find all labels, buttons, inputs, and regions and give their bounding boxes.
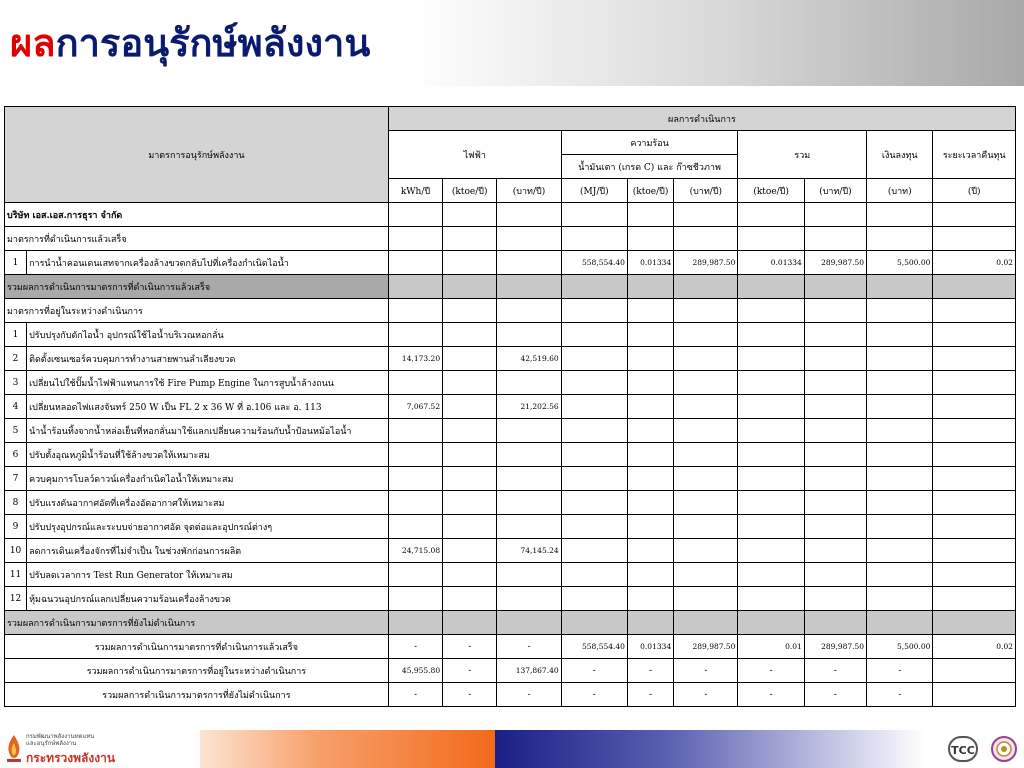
empty-cell <box>497 275 561 299</box>
empty-cell <box>388 299 442 323</box>
unit-header: (MJ/ปี) <box>561 179 627 203</box>
value-cell <box>933 539 1016 563</box>
row-number: 3 <box>5 371 27 395</box>
header-heat: ความร้อน <box>561 131 738 155</box>
value-cell <box>561 347 627 371</box>
value-cell <box>443 467 497 491</box>
row-number: 1 <box>5 251 27 275</box>
value-cell <box>804 491 866 515</box>
value-cell <box>561 539 627 563</box>
notstarted-summary-row-label: รวมผลการดำเนินการมาตรการที่ยังไม่ดำเนินการ <box>5 611 389 635</box>
table-row <box>5 323 1016 347</box>
title-band <box>0 0 1024 86</box>
value-cell <box>561 587 627 611</box>
notstarted-summary-row <box>5 611 1016 635</box>
empty-cell <box>674 227 738 251</box>
value-cell <box>674 467 738 491</box>
total-value <box>933 659 1016 683</box>
table-row <box>5 563 1016 587</box>
value-cell <box>738 347 804 371</box>
value-cell: 42,519.60 <box>497 347 561 371</box>
footer-left <box>0 730 200 768</box>
table-row <box>5 491 1016 515</box>
empty-cell <box>497 227 561 251</box>
value-cell <box>867 443 933 467</box>
value-cell <box>867 323 933 347</box>
results-table <box>4 106 1016 707</box>
value-cell <box>497 563 561 587</box>
empty-cell <box>561 203 627 227</box>
total-value: - <box>627 659 673 683</box>
total-value: - <box>867 659 933 683</box>
value-cell <box>867 419 933 443</box>
value-cell <box>738 539 804 563</box>
value-cell <box>561 371 627 395</box>
footer-department <box>26 733 94 747</box>
empty-cell <box>497 611 561 635</box>
value-cell <box>388 515 442 539</box>
empty-cell <box>627 275 673 299</box>
value-cell <box>738 395 804 419</box>
measure-name: ปรับแรงดันอากาศอัดที่เครื่องอัดอากาศให้เหมาะสม <box>27 491 389 515</box>
empty-cell <box>674 275 738 299</box>
total-row <box>5 659 1016 683</box>
company-row <box>5 203 1016 227</box>
value-cell <box>804 443 866 467</box>
value-cell <box>867 539 933 563</box>
value-cell <box>804 395 866 419</box>
total-label: รวมผลการดำเนินการมาตรการที่ดำเนินการแล้วเสร็จ <box>5 635 389 659</box>
value-cell: 21,202.56 <box>497 395 561 419</box>
value-cell <box>388 419 442 443</box>
value-cell <box>867 347 933 371</box>
value-cell <box>388 371 442 395</box>
value-cell <box>561 395 627 419</box>
total-value: - <box>804 659 866 683</box>
empty-cell <box>561 611 627 635</box>
row-number: 8 <box>5 491 27 515</box>
value-cell <box>674 515 738 539</box>
value-cell <box>561 443 627 467</box>
value-cell <box>627 443 673 467</box>
empty-cell <box>674 203 738 227</box>
value-cell: 74,145.24 <box>497 539 561 563</box>
empty-cell <box>388 275 442 299</box>
unit-header: (ktoe/ปี) <box>443 179 497 203</box>
table-row <box>5 515 1016 539</box>
value-cell <box>443 563 497 587</box>
measure-name: นำน้ำร้อนทิ้งจากน้ำหล่อเย็นที่หอกลั่นมาใช้แลกเปลี่ยนความร้อนกับน้ำป้อนหม้อไอน้ำ <box>27 419 389 443</box>
total-value: - <box>497 683 561 707</box>
value-cell <box>388 443 442 467</box>
measure-name: หุ้มฉนวนอุปกรณ์แลกเปลี่ยนความร้อนเครื่องล้างขวด <box>27 587 389 611</box>
value-cell <box>627 419 673 443</box>
inprogress-header-row-label: มาตรการที่อยู่ในระหว่างดำเนินการ <box>5 299 389 323</box>
total-value: - <box>561 683 627 707</box>
value-cell <box>443 491 497 515</box>
value-cell <box>933 395 1016 419</box>
empty-cell <box>561 227 627 251</box>
total-value: - <box>388 635 442 659</box>
value-cell <box>674 419 738 443</box>
empty-cell <box>627 227 673 251</box>
empty-cell <box>804 299 866 323</box>
value-cell <box>867 515 933 539</box>
header-results: ผลการดำเนินการ <box>388 107 1015 131</box>
value-cell <box>674 371 738 395</box>
unit-header: kWh/ปี <box>388 179 442 203</box>
value-cell <box>497 467 561 491</box>
total-value: - <box>674 683 738 707</box>
empty-cell <box>497 299 561 323</box>
value-cell <box>627 347 673 371</box>
empty-cell <box>933 227 1016 251</box>
value-cell <box>497 491 561 515</box>
done-header-row <box>5 227 1016 251</box>
value-cell <box>867 395 933 419</box>
value-cell <box>627 491 673 515</box>
value-cell <box>804 515 866 539</box>
empty-cell <box>804 611 866 635</box>
value-cell <box>933 491 1016 515</box>
empty-cell <box>867 227 933 251</box>
value-cell <box>627 587 673 611</box>
total-value: - <box>738 659 804 683</box>
value-cell <box>674 347 738 371</box>
total-label: รวมผลการดำเนินการมาตรการที่อยู่ในระหว่างดำเนินการ <box>5 659 389 683</box>
value-cell <box>738 443 804 467</box>
unit-header: (บาท) <box>867 179 933 203</box>
value-cell <box>443 323 497 347</box>
table-row <box>5 587 1016 611</box>
empty-cell <box>867 275 933 299</box>
empty-cell <box>933 203 1016 227</box>
value-cell: 0.02 <box>933 251 1016 275</box>
empty-cell <box>497 203 561 227</box>
header-investment: เงินลงทุน <box>867 131 933 179</box>
measure-name: ติดตั้งเซนเซอร์ควบคุมการทำงานสายพานลำเลียงขวด <box>27 347 389 371</box>
seal-icon <box>990 735 1018 763</box>
value-cell <box>561 491 627 515</box>
value-cell <box>674 395 738 419</box>
total-value: - <box>561 659 627 683</box>
value-cell <box>933 443 1016 467</box>
header-payback: ระยะเวลาคืนทุน <box>933 131 1016 179</box>
empty-cell <box>674 299 738 323</box>
value-cell <box>443 515 497 539</box>
value-cell <box>674 323 738 347</box>
empty-cell <box>443 611 497 635</box>
total-value: 289,987.50 <box>674 635 738 659</box>
total-value: - <box>443 635 497 659</box>
page-title <box>10 12 370 73</box>
value-cell <box>804 467 866 491</box>
value-cell <box>627 395 673 419</box>
value-cell <box>738 419 804 443</box>
done-summary-row <box>5 275 1016 299</box>
value-cell <box>867 467 933 491</box>
value-cell <box>933 371 1016 395</box>
value-cell <box>497 515 561 539</box>
empty-cell <box>561 275 627 299</box>
value-cell: 7,067.52 <box>388 395 442 419</box>
value-cell <box>933 323 1016 347</box>
value-cell <box>933 515 1016 539</box>
value-cell <box>674 563 738 587</box>
value-cell <box>388 563 442 587</box>
done-summary-row-label: รวมผลการดำเนินการมาตรการที่ดำเนินการแล้วเสร็จ <box>5 275 389 299</box>
value-cell <box>561 419 627 443</box>
measure-name: เปลี่ยนไปใช้ปั๊มน้ำไฟฟ้าแทนการใช้ Fire Pump Engine ในการสูบน้ำล้างถนน <box>27 371 389 395</box>
empty-cell <box>388 611 442 635</box>
value-cell <box>443 347 497 371</box>
value-cell <box>497 251 561 275</box>
value-cell <box>738 491 804 515</box>
total-value: 137,867.40 <box>497 659 561 683</box>
table-row <box>5 443 1016 467</box>
empty-cell <box>627 611 673 635</box>
ministry-logo-icon <box>4 733 24 765</box>
unit-header: (บาท/ปี) <box>497 179 561 203</box>
unit-header: (ktoe/ปี) <box>627 179 673 203</box>
value-cell <box>804 563 866 587</box>
unit-header: (ktoe/ปี) <box>738 179 804 203</box>
empty-cell <box>627 203 673 227</box>
table-row <box>5 347 1016 371</box>
empty-cell <box>674 611 738 635</box>
value-cell <box>627 539 673 563</box>
empty-cell <box>867 611 933 635</box>
value-cell: 558,554.40 <box>561 251 627 275</box>
value-cell <box>933 347 1016 371</box>
value-cell <box>867 563 933 587</box>
total-value: - <box>867 683 933 707</box>
empty-cell <box>867 203 933 227</box>
value-cell <box>738 467 804 491</box>
value-cell <box>561 323 627 347</box>
value-cell: 5,500.00 <box>867 251 933 275</box>
value-cell <box>443 371 497 395</box>
total-label: รวมผลการดำเนินการมาตรการที่ยังไม่ดำเนินการ <box>5 683 389 707</box>
row-number: 1 <box>5 323 27 347</box>
total-value <box>933 683 1016 707</box>
empty-cell <box>443 275 497 299</box>
value-cell <box>561 563 627 587</box>
total-value: 289,987.50 <box>804 635 866 659</box>
row-number: 7 <box>5 467 27 491</box>
unit-header: (บาท/ปี) <box>674 179 738 203</box>
empty-cell <box>867 299 933 323</box>
unit-header: (บาท/ปี) <box>804 179 866 203</box>
row-number: 12 <box>5 587 27 611</box>
value-cell <box>443 539 497 563</box>
total-value: - <box>497 635 561 659</box>
total-value: - <box>443 659 497 683</box>
total-value: - <box>443 683 497 707</box>
footer-dept-line1: กรมพัฒนาพลังงานทดแทน <box>26 733 95 740</box>
value-cell <box>933 563 1016 587</box>
table-row <box>5 371 1016 395</box>
empty-cell <box>933 611 1016 635</box>
row-number: 5 <box>5 419 27 443</box>
value-cell <box>933 467 1016 491</box>
empty-cell <box>738 275 804 299</box>
empty-cell <box>738 203 804 227</box>
value-cell <box>388 323 442 347</box>
empty-cell <box>443 299 497 323</box>
total-value: - <box>674 659 738 683</box>
measure-name: เปลี่ยนหลอดไฟแสงจันทร์ 250 W เป็น FL 2 x 36 W ที่ อ.106 และ อ. 113 <box>27 395 389 419</box>
value-cell <box>497 587 561 611</box>
empty-cell <box>388 227 442 251</box>
empty-cell <box>443 227 497 251</box>
value-cell <box>388 491 442 515</box>
value-cell: 24,715.08 <box>388 539 442 563</box>
done-header-row-label: มาตรการที่ดำเนินการแล้วเสร็จ <box>5 227 389 251</box>
value-cell <box>627 515 673 539</box>
value-cell <box>497 443 561 467</box>
total-value: 0.01 <box>738 635 804 659</box>
empty-cell <box>738 299 804 323</box>
value-cell <box>388 251 442 275</box>
value-cell <box>674 539 738 563</box>
value-cell <box>388 587 442 611</box>
total-value: 5,500.00 <box>867 635 933 659</box>
row-number: 4 <box>5 395 27 419</box>
footer-dept-line2: และอนุรักษ์พลังงาน <box>26 740 77 747</box>
value-cell <box>388 467 442 491</box>
empty-cell <box>443 203 497 227</box>
page-title-rest: การอนุรักษ์พลังงาน <box>55 21 371 65</box>
total-value: - <box>388 683 442 707</box>
value-cell <box>804 347 866 371</box>
value-cell <box>867 491 933 515</box>
footer-orange-band <box>200 730 495 768</box>
table-row <box>5 251 1016 275</box>
row-number: 6 <box>5 443 27 467</box>
value-cell <box>738 515 804 539</box>
value-cell <box>443 419 497 443</box>
footer <box>0 730 1024 768</box>
value-cell: 14,173.20 <box>388 347 442 371</box>
value-cell <box>804 539 866 563</box>
company-row-label: บริษัท เอส.เอส.การธุรา จำกัด <box>5 203 389 227</box>
value-cell <box>561 467 627 491</box>
header-electric: ไฟฟ้า <box>388 131 561 179</box>
total-value: - <box>804 683 866 707</box>
table-row <box>5 539 1016 563</box>
page-title-red: ผล <box>10 21 56 65</box>
value-cell <box>674 491 738 515</box>
value-cell <box>443 587 497 611</box>
footer-blue-band <box>495 730 925 768</box>
value-cell <box>933 419 1016 443</box>
total-value: - <box>627 683 673 707</box>
value-cell <box>627 371 673 395</box>
value-cell <box>497 323 561 347</box>
value-cell <box>443 251 497 275</box>
empty-cell <box>561 299 627 323</box>
row-number: 9 <box>5 515 27 539</box>
row-number: 2 <box>5 347 27 371</box>
value-cell <box>804 419 866 443</box>
value-cell <box>674 587 738 611</box>
value-cell <box>443 443 497 467</box>
total-value: 0.02 <box>933 635 1016 659</box>
header-total: รวม <box>738 131 867 179</box>
value-cell: 289,987.50 <box>674 251 738 275</box>
measure-name: ปรับตั้งอุณหภูมิน้ำร้อนที่ใช้ล้างขวดให้เหมาะสม <box>27 443 389 467</box>
total-row <box>5 635 1016 659</box>
value-cell <box>738 371 804 395</box>
value-cell: 0.01334 <box>738 251 804 275</box>
value-cell <box>674 443 738 467</box>
value-cell: 0.01334 <box>627 251 673 275</box>
value-cell <box>627 563 673 587</box>
footer-ministry: กระทรวงพลังงาน <box>26 751 116 765</box>
empty-cell <box>738 611 804 635</box>
value-cell <box>497 371 561 395</box>
empty-cell <box>933 275 1016 299</box>
row-number: 10 <box>5 539 27 563</box>
empty-cell <box>388 203 442 227</box>
table-row <box>5 395 1016 419</box>
value-cell <box>804 587 866 611</box>
unit-header: (ปี) <box>933 179 1016 203</box>
measure-name: ปรับปรุงอุปกรณ์และระบบจ่ายอากาศอัด จุดต่อและอุปกรณ์ต่างๆ <box>27 515 389 539</box>
total-value: 558,554.40 <box>561 635 627 659</box>
table-row <box>5 419 1016 443</box>
value-cell: 289,987.50 <box>804 251 866 275</box>
value-cell <box>627 323 673 347</box>
empty-cell <box>804 227 866 251</box>
measure-name: ปรับลดเวลาการ Test Run Generator ให้เหมาะสม <box>27 563 389 587</box>
table-row <box>5 467 1016 491</box>
value-cell <box>497 419 561 443</box>
empty-cell <box>933 299 1016 323</box>
total-value: 0.01334 <box>627 635 673 659</box>
empty-cell <box>804 275 866 299</box>
value-cell <box>738 563 804 587</box>
empty-cell <box>738 227 804 251</box>
inprogress-header-row <box>5 299 1016 323</box>
value-cell <box>804 323 866 347</box>
value-cell <box>933 587 1016 611</box>
value-cell <box>867 587 933 611</box>
value-cell <box>804 371 866 395</box>
value-cell <box>738 323 804 347</box>
measure-name: ปรับปรุงกับดักไอน้ำ อุปกรณ์ใช้ไอน้ำบริเวณหอกลั่น <box>27 323 389 347</box>
total-row <box>5 683 1016 707</box>
header-measures: มาตรการอนุรักษ์พลังงาน <box>5 107 389 203</box>
value-cell <box>738 587 804 611</box>
empty-cell <box>804 203 866 227</box>
tcc-logo: TCC <box>948 736 978 762</box>
measure-name: ลดการเดินเครื่องจักรที่ไม่จำเป็น ในช่วงพักก่อนการผลิต <box>27 539 389 563</box>
empty-cell <box>627 299 673 323</box>
header-heat-sub: น้ำมันเตา (เกรด C) และ ก๊าซชีวภาพ <box>561 155 738 179</box>
row-number: 11 <box>5 563 27 587</box>
value-cell <box>627 467 673 491</box>
measure-name: ควบคุมการโบลว์ดาวน์เครื่องกำเนิดไอน้ำให้เหมาะสม <box>27 467 389 491</box>
value-cell <box>561 515 627 539</box>
total-value: 45,955.80 <box>388 659 442 683</box>
measure-name: การนำน้ำคอนเดนเสทจากเครื่องล้างขวดกลับไปที่เครื่องกำเนิดไอน้ำ <box>27 251 389 275</box>
value-cell <box>443 395 497 419</box>
total-value: - <box>738 683 804 707</box>
value-cell <box>867 371 933 395</box>
